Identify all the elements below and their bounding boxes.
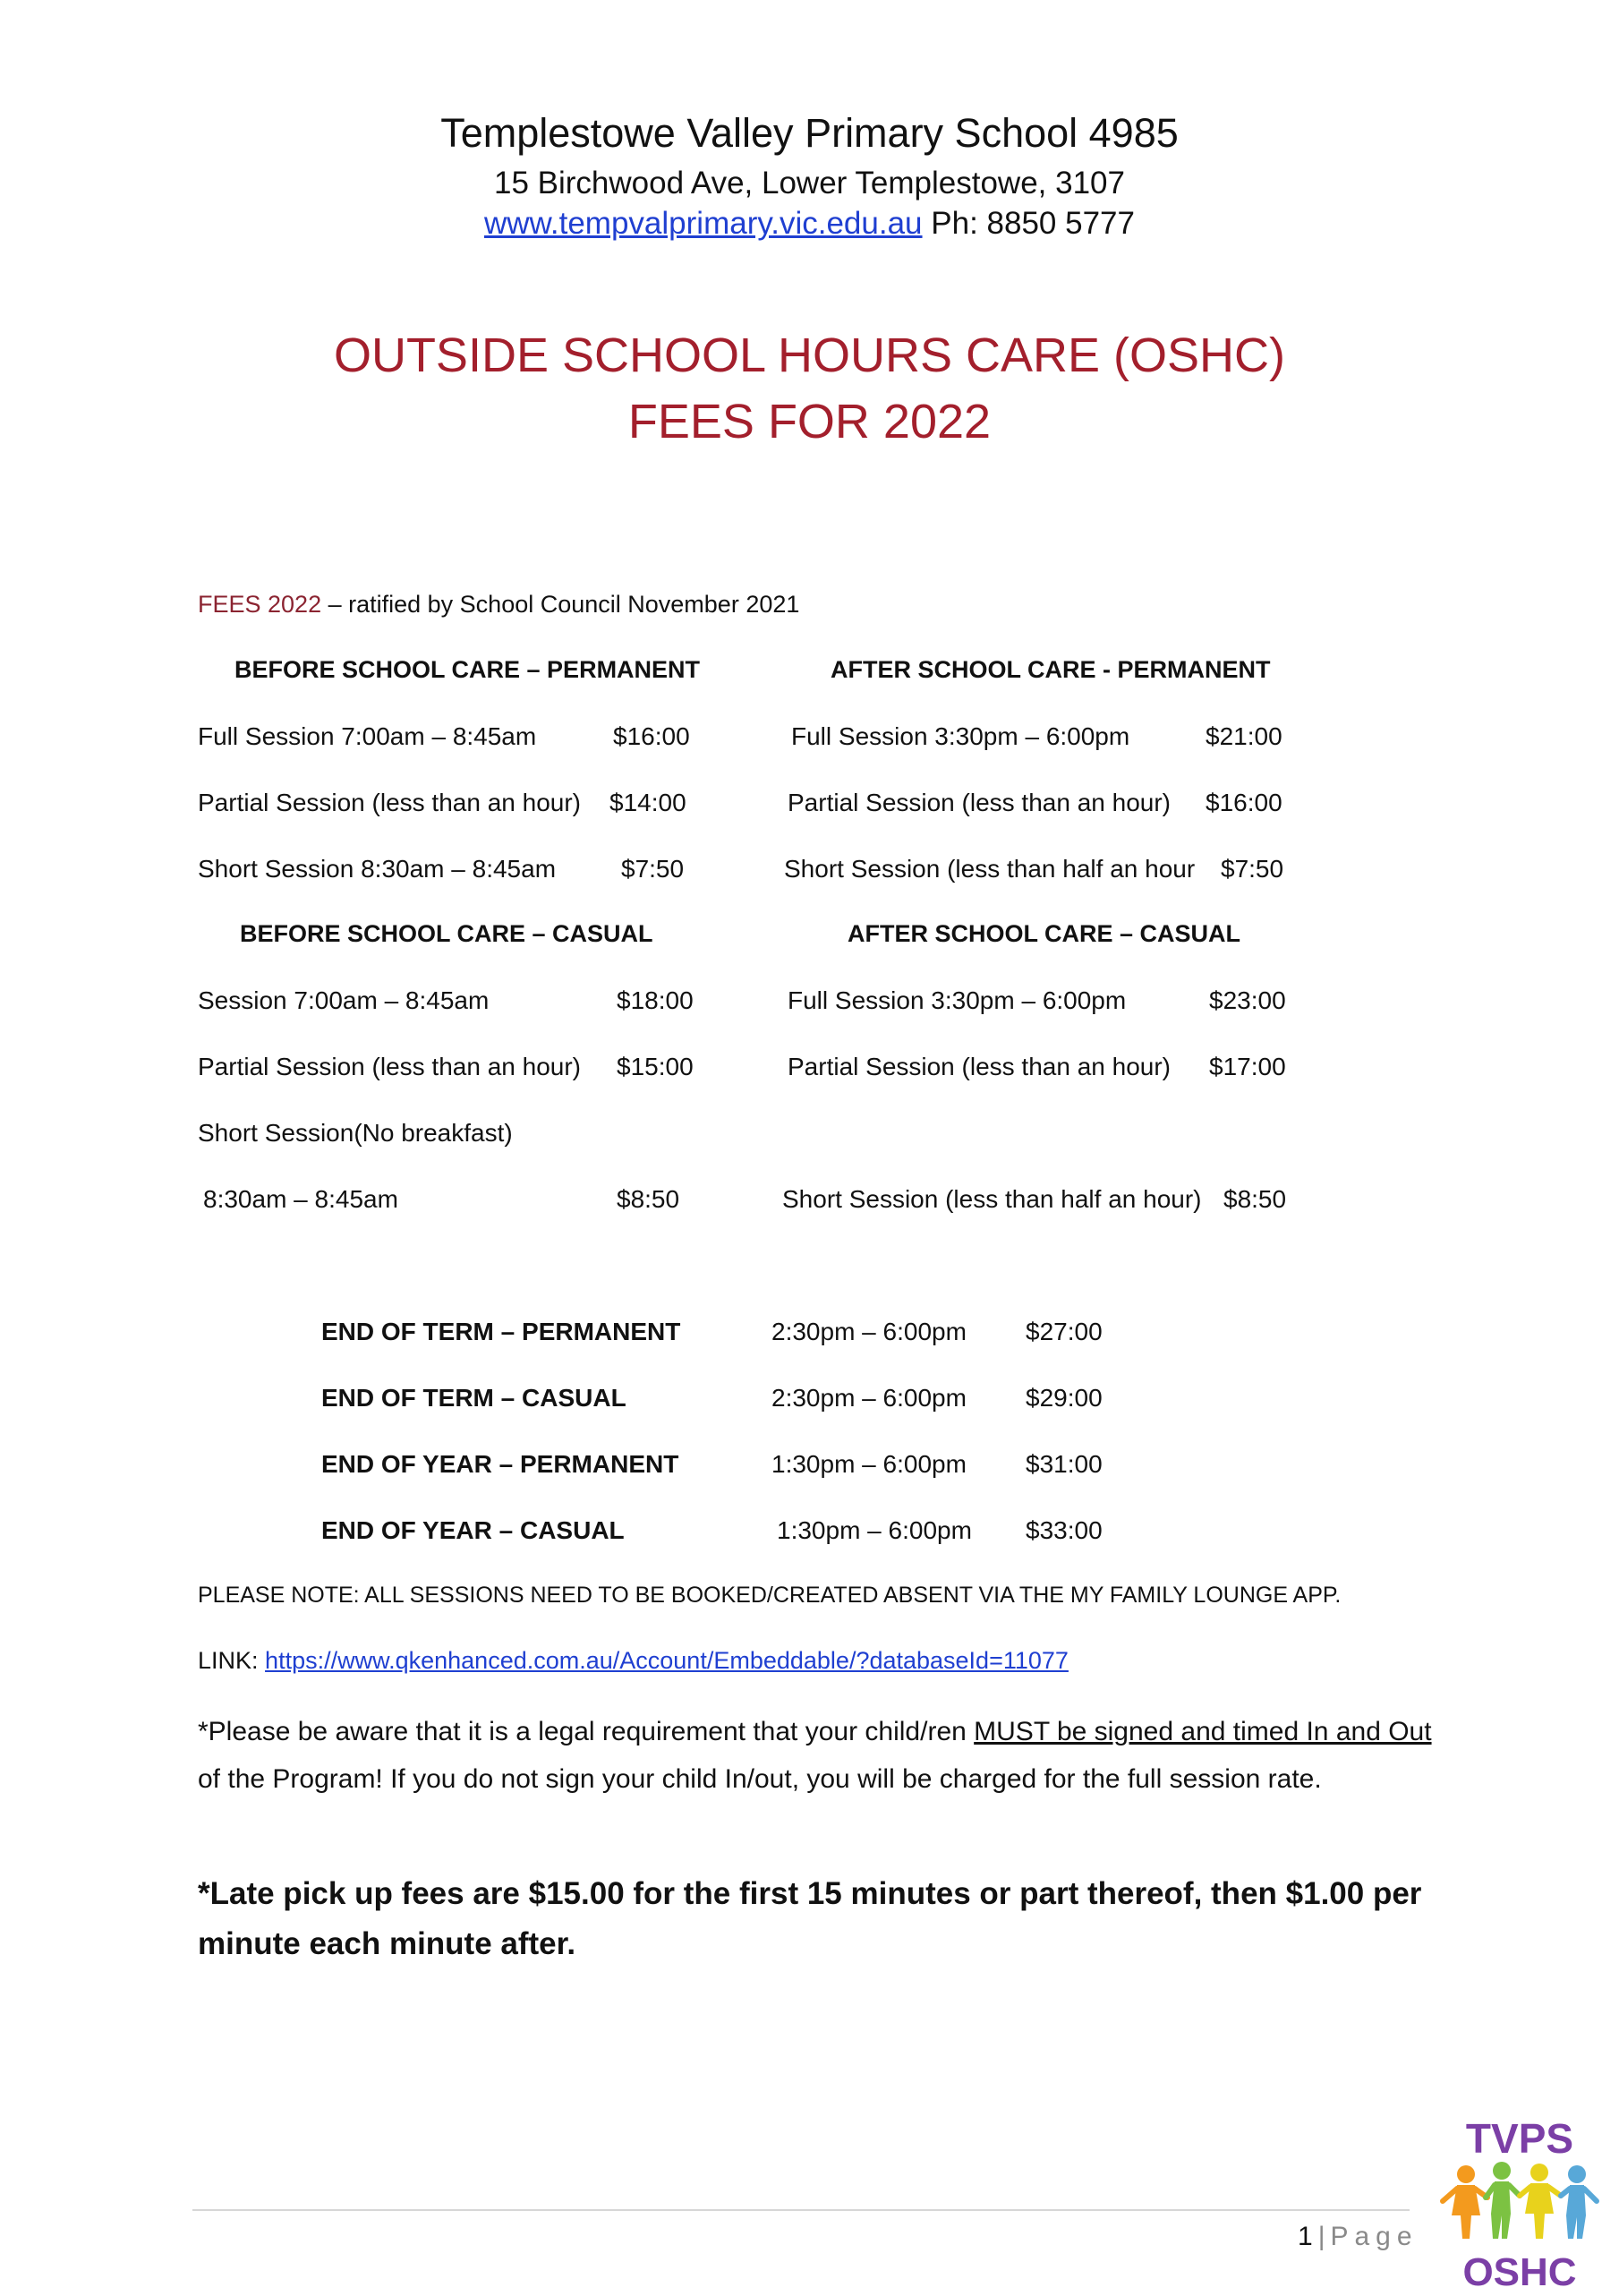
page-separator: | (1317, 2222, 1325, 2251)
fees-intro (198, 591, 799, 619)
sign-in-notice-text-end: of the Program! If you do not sign your child In/out, you will be charged for the full session rate. (198, 1764, 1322, 1794)
booking-link-label: LINK: (198, 1647, 259, 1674)
page-number-value: 1 (1298, 2222, 1313, 2251)
school-name: Templestowe Valley Primary School 4985 (440, 110, 1179, 156)
end-rate-price: $29:00 (1026, 1384, 1103, 1412)
end-rate-price: $27:00 (1026, 1318, 1103, 1345)
after-permanent-row-price: $7:50 (1221, 855, 1284, 883)
after-casual-row-price: $23:00 (1209, 986, 1286, 1014)
end-rate-label: END OF TERM – CASUAL (321, 1384, 626, 1412)
footer-divider (192, 2209, 1410, 2211)
after-casual-row-label: Partial Session (less than an hour) (788, 1053, 1171, 1080)
after-casual-row-label: Full Session 3:30pm – 6:00pm (788, 986, 1127, 1014)
fees-intro-text: – ratified by School Council November 2021 (321, 591, 800, 618)
before-permanent-row-price: $7:50 (621, 855, 685, 883)
after-permanent-row-price: $21:00 (1206, 722, 1282, 750)
after-permanent-row-label: Partial Session (less than an hour) (788, 789, 1171, 816)
end-rate-time: 1:30pm – 6:00pm (777, 1516, 972, 1544)
after-casual-row-label: Short Session (less than half an hour) (782, 1185, 1202, 1213)
before-casual-row-price: $15:00 (617, 1053, 694, 1080)
after-permanent-heading: AFTER SCHOOL CARE - PERMANENT (831, 656, 1271, 683)
logo-bottom-text: OSHC (1462, 2250, 1577, 2292)
before-permanent-heading: BEFORE SCHOOL CARE – PERMANENT (234, 656, 701, 683)
late-fee-notice: *Late pick up fees are $15.00 for the first 15 minutes or part thereof, then $1.00 per minute each minute after. (198, 1876, 1422, 1961)
page-number (1298, 2222, 1419, 2252)
sign-in-notice (198, 1708, 1451, 1803)
fees-intro-label: FEES 2022 (198, 591, 322, 618)
end-rate-label: END OF TERM – PERMANENT (321, 1318, 681, 1345)
booking-note: PLEASE NOTE: ALL SESSIONS NEED TO BE BOOKED/CREATED ABSENT VIA THE MY FAMILY LOUNGE APP. (198, 1583, 1342, 1608)
end-rate-price: $31:00 (1026, 1450, 1103, 1478)
title-line-2: FEES FOR 2022 (627, 395, 992, 448)
school-contact (0, 206, 1619, 242)
before-casual-short-time: 8:30am – 8:45am (203, 1185, 398, 1213)
before-casual-row-label: Session 7:00am – 8:45am (198, 986, 490, 1014)
logo-top-text: TVPS (1465, 2115, 1574, 2162)
document-title (0, 322, 1619, 455)
after-casual-row-price: $17:00 (1209, 1053, 1286, 1080)
school-website-link[interactable]: www.tempvalprimary.vic.edu.au (484, 206, 923, 241)
logo-graphic (1430, 2108, 1609, 2292)
booking-link[interactable]: https://www.qkenhanced.com.au/Account/Embeddable/?databaseId=11077 (265, 1647, 1069, 1674)
after-permanent-row-price: $16:00 (1206, 789, 1282, 816)
after-permanent-row-label: Full Session 3:30pm – 6:00pm (791, 722, 1130, 750)
end-rate-time: 2:30pm – 6:00pm (771, 1318, 967, 1345)
before-permanent-row-label: Full Session 7:00am – 8:45am (198, 722, 537, 750)
booking-link-line (198, 1647, 1069, 1675)
school-address: 15 Birchwood Ave, Lower Templestowe, 3107 (494, 166, 1125, 201)
before-permanent-row-price: $14:00 (609, 789, 686, 816)
tvps-oshc-logo (1430, 2108, 1609, 2292)
end-rate-price: $33:00 (1026, 1516, 1103, 1544)
page-word: Page (1330, 2222, 1419, 2251)
end-rate-time: 1:30pm – 6:00pm (771, 1450, 967, 1478)
sign-in-notice-text: *Please be aware that it is a legal requirement that your child/ren (198, 1717, 975, 1746)
before-casual-row-label: Partial Session (less than an hour) (198, 1053, 581, 1080)
end-rate-label: END OF YEAR – PERMANENT (321, 1450, 679, 1478)
before-permanent-row-price: $16:00 (613, 722, 690, 750)
before-casual-short-label: Short Session(No breakfast) (198, 1119, 513, 1147)
after-permanent-row-label: Short Session (less than half an hour (784, 855, 1196, 883)
end-rate-label: END OF YEAR – CASUAL (321, 1516, 625, 1544)
before-casual-short-price: $8:50 (617, 1185, 680, 1213)
before-casual-row-price: $18:00 (617, 986, 694, 1014)
after-casual-heading: AFTER SCHOOL CARE – CASUAL (848, 920, 1241, 947)
children-figures-icon (1443, 2162, 1597, 2239)
before-casual-heading: BEFORE SCHOOL CARE – CASUAL (240, 920, 653, 947)
before-permanent-row-label: Partial Session (less than an hour) (198, 789, 581, 816)
title-line-1: OUTSIDE SCHOOL HOURS CARE (OSHC) (333, 329, 1286, 382)
school-phone: Ph: 8850 5777 (931, 206, 1135, 241)
end-rate-time: 2:30pm – 6:00pm (771, 1384, 967, 1412)
after-casual-row-price: $8:50 (1223, 1185, 1287, 1213)
sign-in-notice-emphasis: MUST be signed and timed In and Out (974, 1717, 1432, 1746)
before-permanent-row-label: Short Session 8:30am – 8:45am (198, 855, 557, 883)
